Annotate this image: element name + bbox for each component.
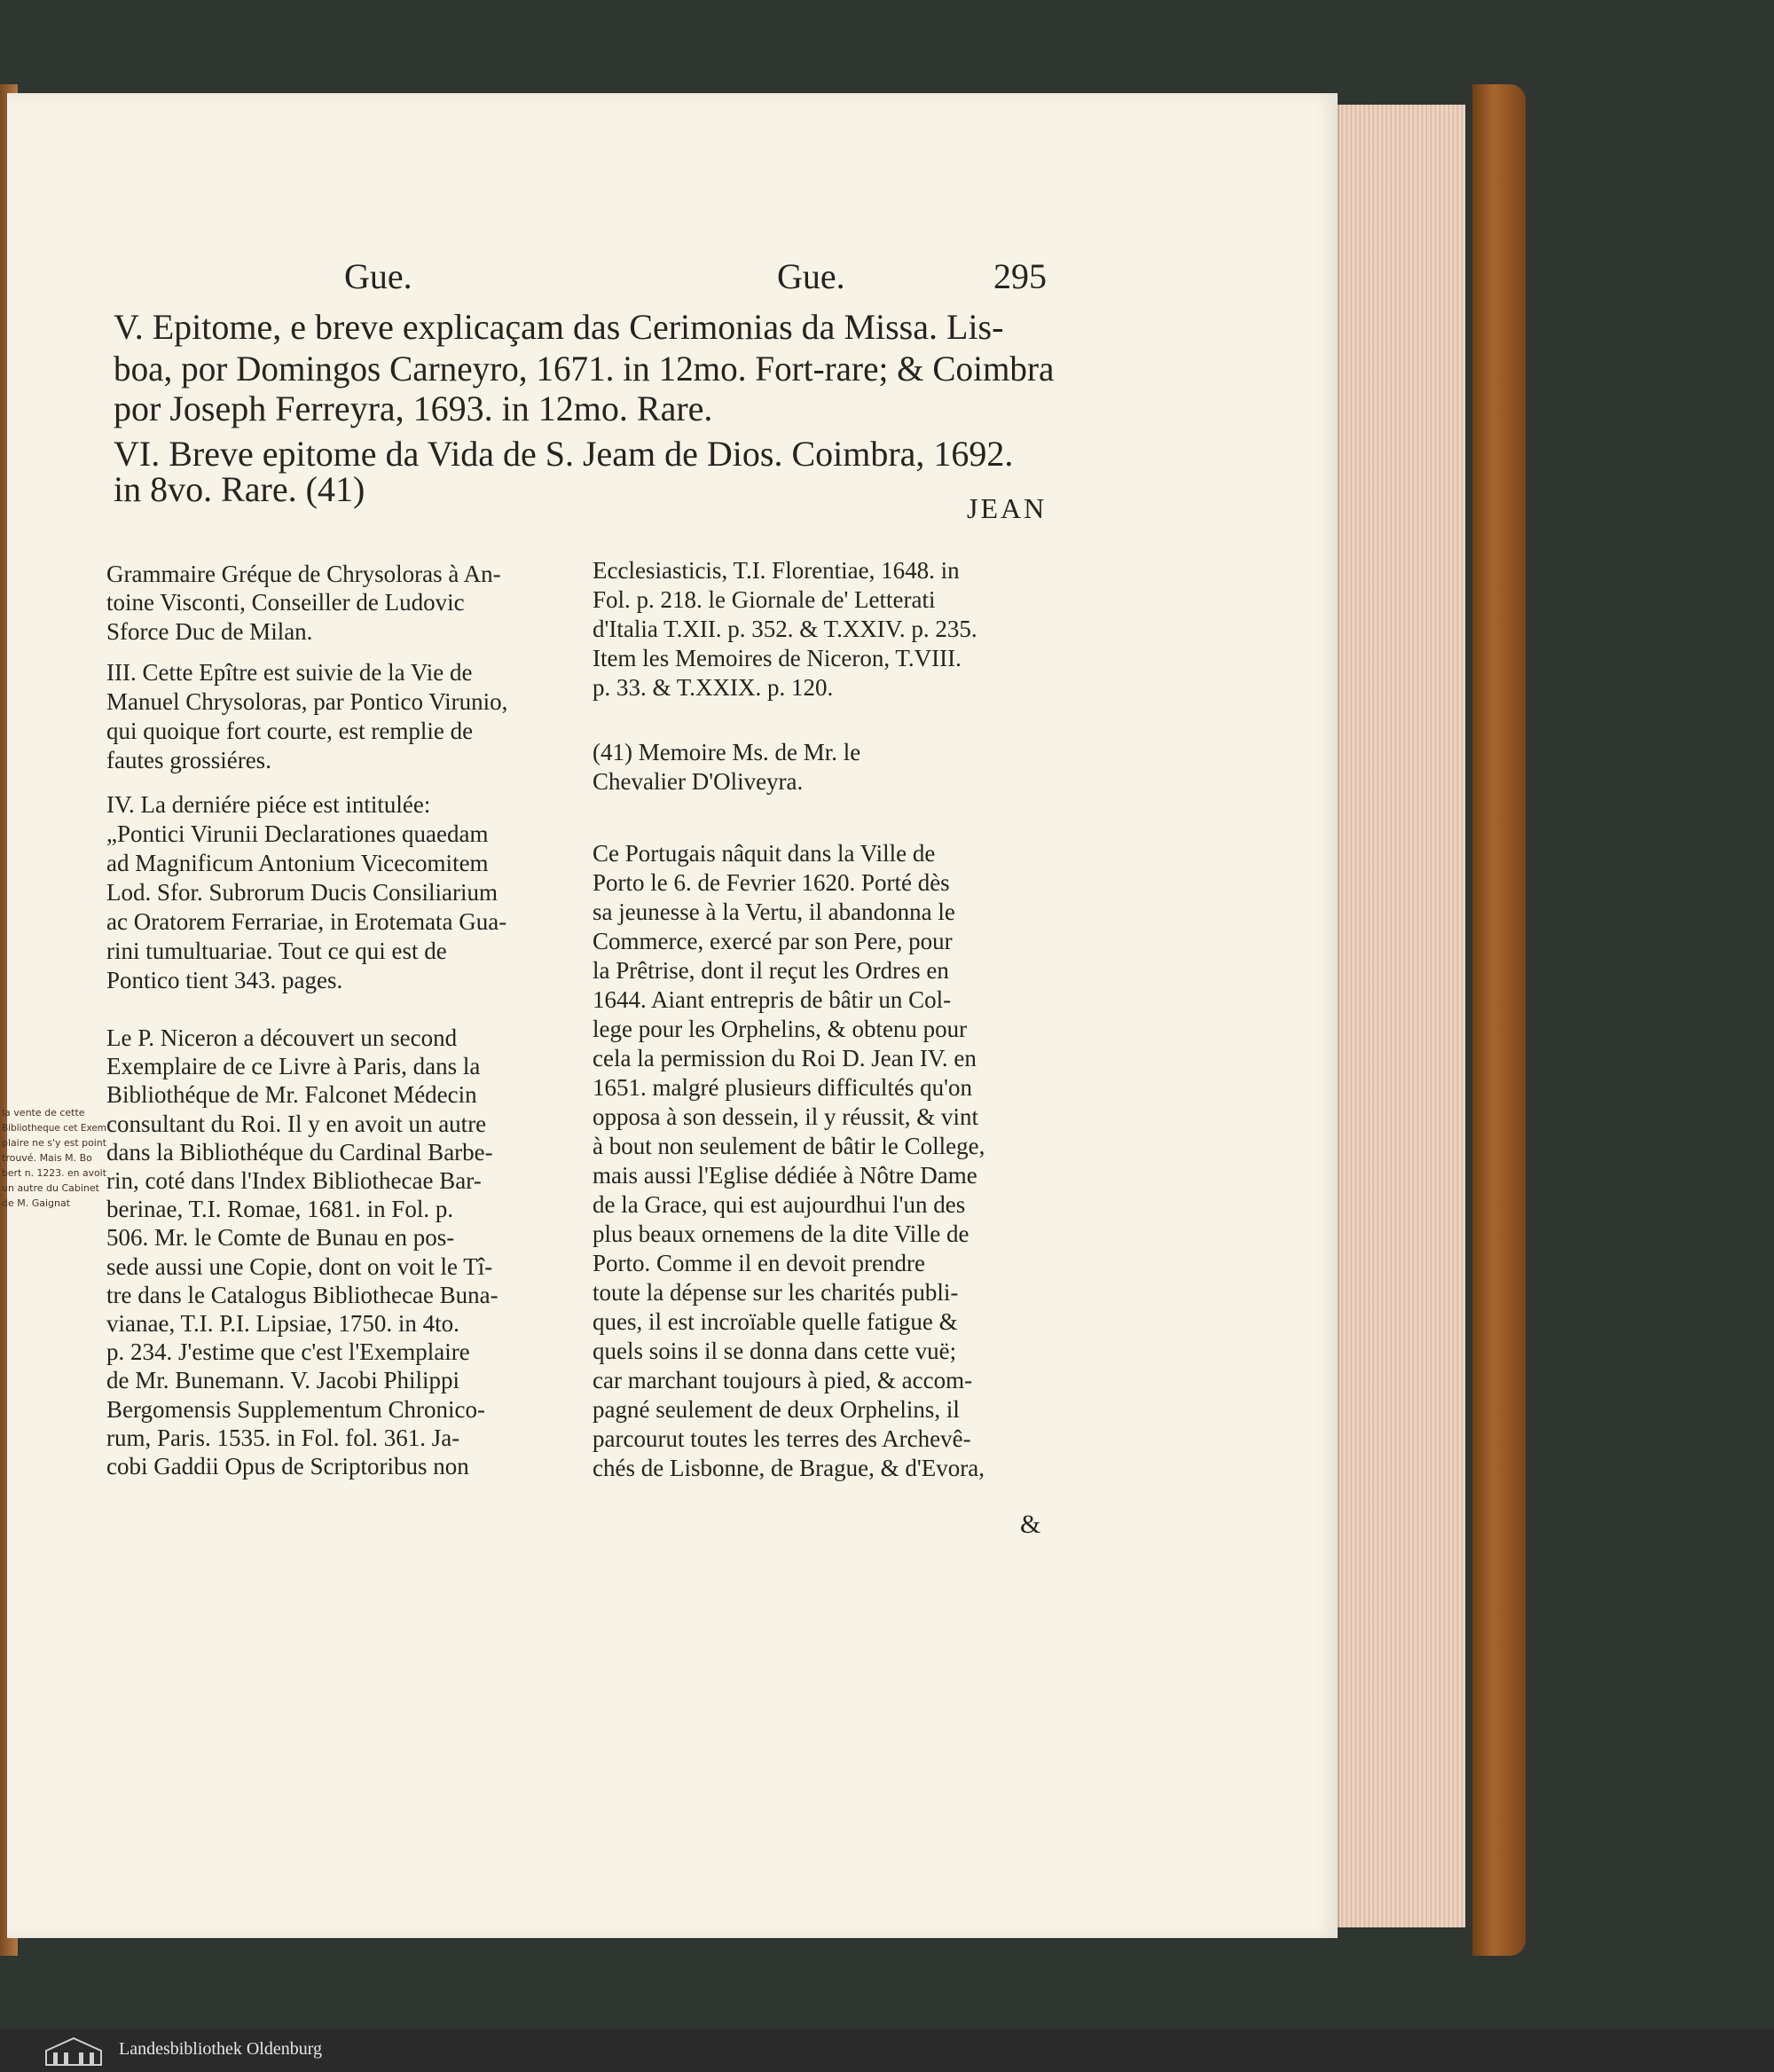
right-column-line: Porto. Comme il en devoit prendre (593, 1250, 925, 1276)
right-column-line: 1651. malgré plusieurs difficultés qu'on (593, 1074, 973, 1101)
left-column-line: IV. La derniére piéce est intitulée: (106, 791, 431, 818)
right-column-line: plus beaux ornemens de la dite Ville de (593, 1220, 969, 1247)
marginal-note-line: bert n. 1223. en avoit (2, 1167, 106, 1179)
library-name: Landesbibliothek Oldenburg (119, 2039, 323, 2059)
left-column-line: III. Cette Epître est suivie de la Vie de (106, 659, 473, 686)
left-column-line: tre dans le Catalogus Bibliothecae Buna- (106, 1281, 498, 1308)
right-column-line: sa jeunesse à la Vertu, il abandonna le (593, 899, 955, 925)
page-number: 295 (993, 256, 1047, 296)
left-column-line: Grammaire Gréque de Chrysoloras à An- (106, 561, 501, 587)
right-column-line: la Prêtrise, dont il reçut les Ordres en (593, 957, 949, 984)
marginal-note-line: Bibliotheque cet Exem (2, 1122, 106, 1134)
right-column-line: 1644. Aiant entrepris de bâtir un Col- (593, 986, 952, 1013)
left-column-line: Sforce Duc de Milan. (106, 618, 313, 645)
entry-line: in 8vo. Rare. (41) (114, 469, 365, 509)
right-column-line: Ecclesiasticis, T.I. Florentiae, 1648. in (593, 557, 960, 584)
right-column-line: lege pour les Orphelins, & obtenu pour (593, 1016, 968, 1042)
right-column-line: Porto le 6. de Fevrier 1620. Porté dès (593, 869, 950, 896)
left-column-line: cobi Gaddii Opus de Scriptoribus non (106, 1453, 469, 1479)
entry-line: V. Epitome, e breve explicaçam das Cerimonias da Missa. Lis- (114, 307, 1004, 347)
left-column-line: sede aussi une Copie, dont on voit le Tî- (106, 1252, 493, 1280)
left-column-line: Exemplaire de ce Livre à Paris, dans la (106, 1053, 481, 1080)
left-column-line: rin, coté dans l'Index Bibliothecae Bar- (106, 1167, 482, 1194)
right-column-line: pagné seulement de deux Orphelins, il (593, 1396, 960, 1423)
marginal-note-line: trouvé. Mais M. Bo (2, 1152, 92, 1164)
marginal-note-line: un autre du Cabinet (2, 1182, 99, 1194)
right-column-line: cela la permission du Roi D. Jean IV. en (593, 1045, 977, 1071)
right-column-line: de la Grace, qui est aujourdhui l'un des (593, 1191, 966, 1218)
right-column-line: p. 33. & T.XXIX. p. 120. (593, 674, 834, 701)
left-column-line: rini tumultuariae. Tout ce qui est de (106, 938, 447, 964)
left-column-line: 506. Mr. le Comte de Bunau en pos- (106, 1224, 455, 1252)
running-head-center: Gue. (777, 256, 845, 296)
left-column-line: ac Oratorem Ferrariae, in Erotemata Gua- (106, 908, 507, 935)
left-column-line: p. 234. J'estime que c'est l'Exemplaire (106, 1338, 470, 1366)
right-column-line: Item les Memoires de Niceron, T.VIII. (593, 645, 962, 671)
left-column-line: fautes grossiéres. (106, 747, 271, 773)
right-column-line: Ce Portugais nâquit dans la Ville de (593, 840, 936, 867)
entry-line: VI. Breve epitome da Vida de S. Jeam de Dios. Coimbra, 1692. (114, 434, 1014, 474)
right-column-line: (41) Memoire Ms. de Mr. le (593, 739, 861, 765)
right-column-line: opposa à son dessein, il y réussit, & vint (593, 1103, 978, 1130)
marginal-note-line: de M. Gaignat (2, 1197, 71, 1209)
right-column-line: Commerce, exercé par son Pere, pour (593, 928, 953, 954)
entry-line: boa, por Domingos Carneyro, 1671. in 12mo. Fort-rare; & Coimbra (114, 349, 1055, 388)
catchword-top: JEAN (967, 492, 1048, 524)
left-column-line: ad Magnificum Antonium Vicecomitem (106, 850, 489, 876)
left-column-line: rum, Paris. 1535. in Fol. fol. 361. Ja- (106, 1424, 460, 1451)
left-column-line: Manuel Chrysoloras, par Pontico Virunio, (106, 688, 508, 715)
right-column-line: car marchant toujours à pied, & accom- (593, 1367, 973, 1393)
right-column-line: toute la dépense sur les charités publi- (593, 1279, 959, 1306)
page-edges (1338, 105, 1465, 1927)
marginal-note-line: plaire ne s'y est point (2, 1137, 107, 1149)
right-column-line: chés de Lisbonne, de Brague, & d'Evora, (593, 1455, 985, 1481)
right-column-line: Chevalier D'Oliveyra. (593, 768, 804, 795)
left-column-line: dans la Bibliothéque du Cardinal Barbe- (106, 1138, 493, 1166)
marginal-note (2, 1107, 108, 1220)
catchword-bottom: & (1020, 1510, 1041, 1539)
left-column-line: Bergomensis Supplementum Chronico- (106, 1395, 485, 1423)
left-column-line: qui quoique fort courte, est remplie de (106, 718, 474, 744)
footer-bar (0, 2029, 1774, 2072)
running-head-left: Gue. (344, 256, 412, 296)
right-column-line: ques, il est incroïable quelle fatigue & (593, 1308, 958, 1335)
right-column-line: Fol. p. 218. le Giornale de' Letterati (593, 586, 936, 613)
left-column-line: toine Visconti, Conseiller de Ludovic (106, 589, 465, 616)
library-building-icon (43, 2035, 105, 2067)
left-column-line: Pontico tient 343. pages. (106, 967, 343, 993)
right-column-line: d'Italia T.XII. p. 352. & T.XXIV. p. 235. (593, 616, 977, 642)
right-column-line: parcourut toutes les terres des Archevê- (593, 1425, 971, 1452)
marginal-note-line: la vente de cette (2, 1107, 85, 1118)
right-column-line: mais aussi l'Eglise dédiée à Nôtre Dame (593, 1162, 977, 1189)
right-column-line: à bout non seulement de bâtir le College, (593, 1133, 985, 1159)
left-column-line: Lod. Sfor. Subrorum Ducis Consiliarium (106, 879, 498, 906)
left-column-line: consultant du Roi. Il y en avoit un autre (106, 1110, 487, 1137)
left-column-line: vianae, T.I. P.I. Lipsiae, 1750. in 4to. (106, 1310, 459, 1337)
book-binding (1472, 84, 1526, 1956)
left-column-line: de Mr. Bunemann. V. Jacobi Philippi (106, 1367, 459, 1394)
left-column-line: Le P. Niceron a découvert un second (106, 1024, 458, 1051)
left-column-line: berinae, T.I. Romae, 1681. in Fol. p. (106, 1196, 454, 1223)
entry-line: por Joseph Ferreyra, 1693. in 12mo. Rare. (114, 388, 713, 428)
left-column-line: „Pontici Virunii Declarationes quaedam (106, 820, 489, 847)
right-column-line: quels soins il se donna dans cette vuë; (593, 1338, 957, 1364)
left-column-line: Bibliothéque de Mr. Falconet Médecin (106, 1081, 477, 1109)
